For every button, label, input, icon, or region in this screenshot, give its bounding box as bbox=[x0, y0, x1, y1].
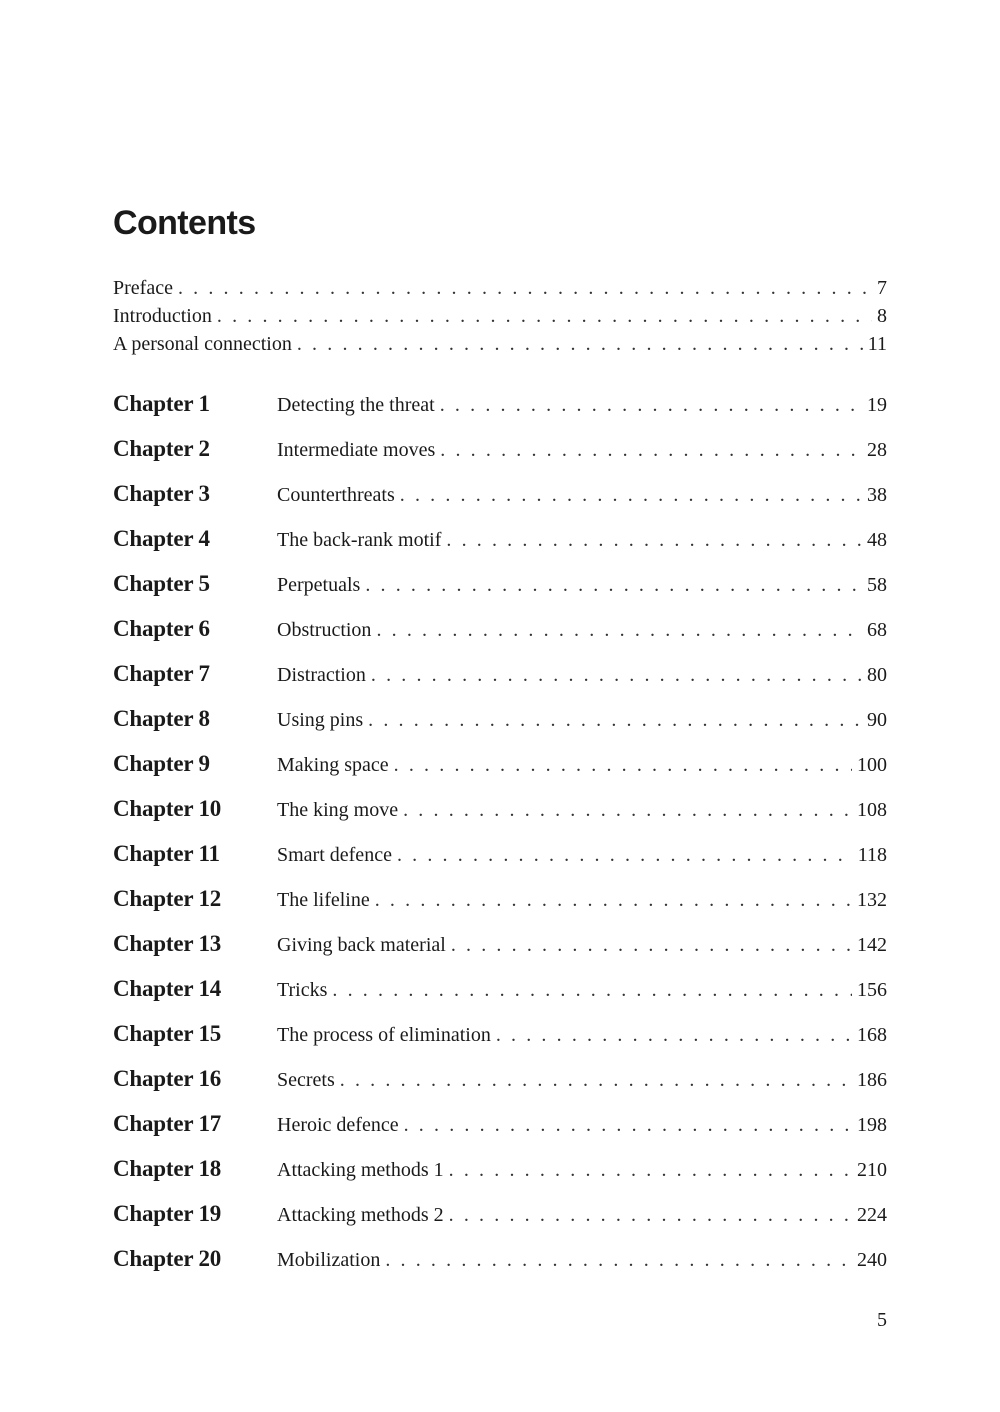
chapter-page: 240 bbox=[857, 1249, 887, 1271]
chapter-row[interactable] bbox=[113, 876, 887, 921]
dot-leader bbox=[368, 698, 862, 743]
chapter-label: Chapter 1 bbox=[113, 391, 210, 416]
toc-entry-introduction[interactable] bbox=[113, 302, 887, 330]
dot-leader bbox=[371, 653, 862, 698]
chapter-title: Obstruction bbox=[277, 619, 372, 641]
chapter-page: 224 bbox=[857, 1204, 887, 1226]
chapter-row[interactable] bbox=[113, 516, 887, 561]
chapter-title: Counterthreats bbox=[277, 484, 395, 506]
dot-leader bbox=[375, 878, 852, 923]
chapter-title: Mobilization bbox=[277, 1249, 381, 1271]
dot-leader bbox=[449, 1193, 852, 1238]
dot-leader bbox=[446, 518, 862, 563]
chapter-page: 80 bbox=[867, 664, 887, 686]
toc-entry-page: 11 bbox=[867, 333, 887, 355]
chapter-entry bbox=[277, 1013, 887, 1058]
dot-leader bbox=[332, 968, 852, 1013]
chapter-list bbox=[113, 381, 887, 1281]
toc-entry-preface[interactable] bbox=[113, 274, 887, 302]
chapter-label: Chapter 19 bbox=[113, 1201, 222, 1226]
dot-leader bbox=[340, 1058, 852, 1103]
toc-entry-title: Introduction bbox=[113, 305, 212, 327]
chapter-row[interactable] bbox=[113, 741, 887, 786]
chapter-page: 210 bbox=[857, 1159, 887, 1181]
chapter-entry bbox=[277, 833, 887, 878]
chapter-row[interactable] bbox=[113, 1011, 887, 1056]
chapter-entry bbox=[277, 743, 887, 788]
chapter-row[interactable] bbox=[113, 381, 887, 426]
chapter-title: Distraction bbox=[277, 664, 366, 686]
chapter-row[interactable] bbox=[113, 831, 887, 876]
chapter-page: 48 bbox=[867, 529, 887, 551]
chapter-page: 118 bbox=[857, 844, 887, 866]
chapter-page: 186 bbox=[857, 1069, 887, 1091]
chapter-title: The back-rank motif bbox=[277, 529, 442, 551]
chapter-page: 38 bbox=[867, 484, 887, 506]
chapter-label: Chapter 2 bbox=[113, 436, 210, 461]
chapter-row[interactable] bbox=[113, 426, 887, 471]
chapter-title: Tricks bbox=[277, 979, 328, 1001]
dot-leader bbox=[403, 788, 852, 833]
chapter-page: 68 bbox=[867, 619, 887, 641]
chapter-entry bbox=[277, 608, 887, 653]
dot-leader bbox=[217, 302, 872, 330]
chapter-title: Giving back material bbox=[277, 934, 446, 956]
chapter-entry bbox=[277, 788, 887, 833]
toc-entry-page: 7 bbox=[877, 277, 887, 299]
chapter-page: 100 bbox=[857, 754, 887, 776]
chapter-row[interactable] bbox=[113, 1191, 887, 1236]
chapter-title: Using pins bbox=[277, 709, 364, 731]
chapter-title: Detecting the threat bbox=[277, 394, 435, 416]
chapter-title: Perpetuals bbox=[277, 574, 361, 596]
chapter-row[interactable] bbox=[113, 561, 887, 606]
toc-entry-title: Preface bbox=[113, 277, 173, 299]
dot-leader bbox=[397, 833, 853, 878]
chapter-page: 168 bbox=[857, 1024, 887, 1046]
chapter-entry bbox=[277, 1103, 887, 1148]
chapter-label: Chapter 15 bbox=[113, 1021, 222, 1046]
chapter-entry bbox=[277, 1193, 887, 1238]
dot-leader bbox=[400, 473, 862, 518]
dot-leader bbox=[404, 1103, 852, 1148]
chapter-row[interactable] bbox=[113, 786, 887, 831]
chapter-label: Chapter 9 bbox=[113, 751, 210, 776]
chapter-page: 90 bbox=[867, 709, 887, 731]
chapter-label: Chapter 3 bbox=[113, 481, 210, 506]
chapter-row[interactable] bbox=[113, 1056, 887, 1101]
chapter-label: Chapter 10 bbox=[113, 796, 222, 821]
chapter-entry bbox=[277, 428, 887, 473]
chapter-label: Chapter 7 bbox=[113, 661, 210, 686]
chapter-label: Chapter 6 bbox=[113, 616, 210, 641]
chapter-title: Attacking methods 2 bbox=[277, 1204, 444, 1226]
chapter-label: Chapter 18 bbox=[113, 1156, 222, 1181]
chapter-entry bbox=[277, 878, 887, 923]
chapter-row[interactable] bbox=[113, 1146, 887, 1191]
chapter-entry bbox=[277, 473, 887, 518]
chapter-page: 198 bbox=[857, 1114, 887, 1136]
chapter-page: 132 bbox=[857, 889, 887, 911]
toc-entry-title: A personal connection bbox=[113, 333, 292, 355]
chapter-title: The process of elimination bbox=[277, 1024, 491, 1046]
chapter-entry bbox=[277, 1148, 887, 1193]
dot-leader bbox=[440, 383, 862, 428]
dot-leader bbox=[440, 428, 862, 473]
chapter-row[interactable] bbox=[113, 921, 887, 966]
page-title: Contents bbox=[113, 204, 256, 242]
chapter-label: Chapter 4 bbox=[113, 526, 210, 551]
chapter-label: Chapter 16 bbox=[113, 1066, 222, 1091]
dot-leader bbox=[496, 1013, 852, 1058]
chapter-label: Chapter 5 bbox=[113, 571, 210, 596]
chapter-label: Chapter 20 bbox=[113, 1246, 222, 1271]
chapter-row[interactable] bbox=[113, 606, 887, 651]
chapter-title: Attacking methods 1 bbox=[277, 1159, 444, 1181]
chapter-entry bbox=[277, 518, 887, 563]
chapter-label: Chapter 13 bbox=[113, 931, 222, 956]
chapter-label: Chapter 14 bbox=[113, 976, 222, 1001]
dot-leader bbox=[394, 743, 852, 788]
toc-entry-personal-connection[interactable] bbox=[113, 330, 887, 358]
dot-leader bbox=[178, 274, 872, 302]
chapter-entry bbox=[277, 383, 887, 428]
chapter-title: Heroic defence bbox=[277, 1114, 399, 1136]
chapter-label: Chapter 17 bbox=[113, 1111, 222, 1136]
chapter-row[interactable] bbox=[113, 966, 887, 1011]
chapter-entry bbox=[277, 923, 887, 968]
chapter-title: Making space bbox=[277, 754, 389, 776]
dot-leader bbox=[376, 608, 862, 653]
chapter-row[interactable] bbox=[113, 696, 887, 741]
chapter-label: Chapter 8 bbox=[113, 706, 210, 731]
chapter-entry bbox=[277, 653, 887, 698]
chapter-page: 28 bbox=[867, 439, 887, 461]
chapter-entry bbox=[277, 563, 887, 608]
page-number: 5 bbox=[877, 1309, 887, 1331]
chapter-title: The lifeline bbox=[277, 889, 370, 911]
chapter-title: Intermediate moves bbox=[277, 439, 436, 461]
chapter-entry bbox=[277, 968, 887, 1013]
chapter-row[interactable] bbox=[113, 1236, 887, 1281]
chapter-title: Smart defence bbox=[277, 844, 392, 866]
chapter-entry bbox=[277, 1238, 887, 1283]
chapter-page: 19 bbox=[867, 394, 887, 416]
chapter-page: 142 bbox=[857, 934, 887, 956]
chapter-entry bbox=[277, 698, 887, 743]
dot-leader bbox=[385, 1238, 852, 1283]
chapter-label: Chapter 11 bbox=[113, 841, 220, 866]
chapter-entry bbox=[277, 1058, 887, 1103]
chapter-label: Chapter 12 bbox=[113, 886, 222, 911]
chapter-page: 156 bbox=[857, 979, 887, 1001]
chapter-title: The king move bbox=[277, 799, 399, 821]
dot-leader bbox=[297, 330, 863, 358]
chapter-row[interactable] bbox=[113, 1101, 887, 1146]
chapter-page: 58 bbox=[867, 574, 887, 596]
chapter-title: Secrets bbox=[277, 1069, 335, 1091]
dot-leader bbox=[365, 563, 862, 608]
toc-entry-page: 8 bbox=[877, 305, 887, 327]
chapter-row[interactable] bbox=[113, 471, 887, 516]
front-matter-list bbox=[113, 274, 887, 358]
dot-leader bbox=[449, 1148, 852, 1193]
chapter-row[interactable] bbox=[113, 651, 887, 696]
dot-leader bbox=[451, 923, 852, 968]
chapter-page: 108 bbox=[857, 799, 887, 821]
